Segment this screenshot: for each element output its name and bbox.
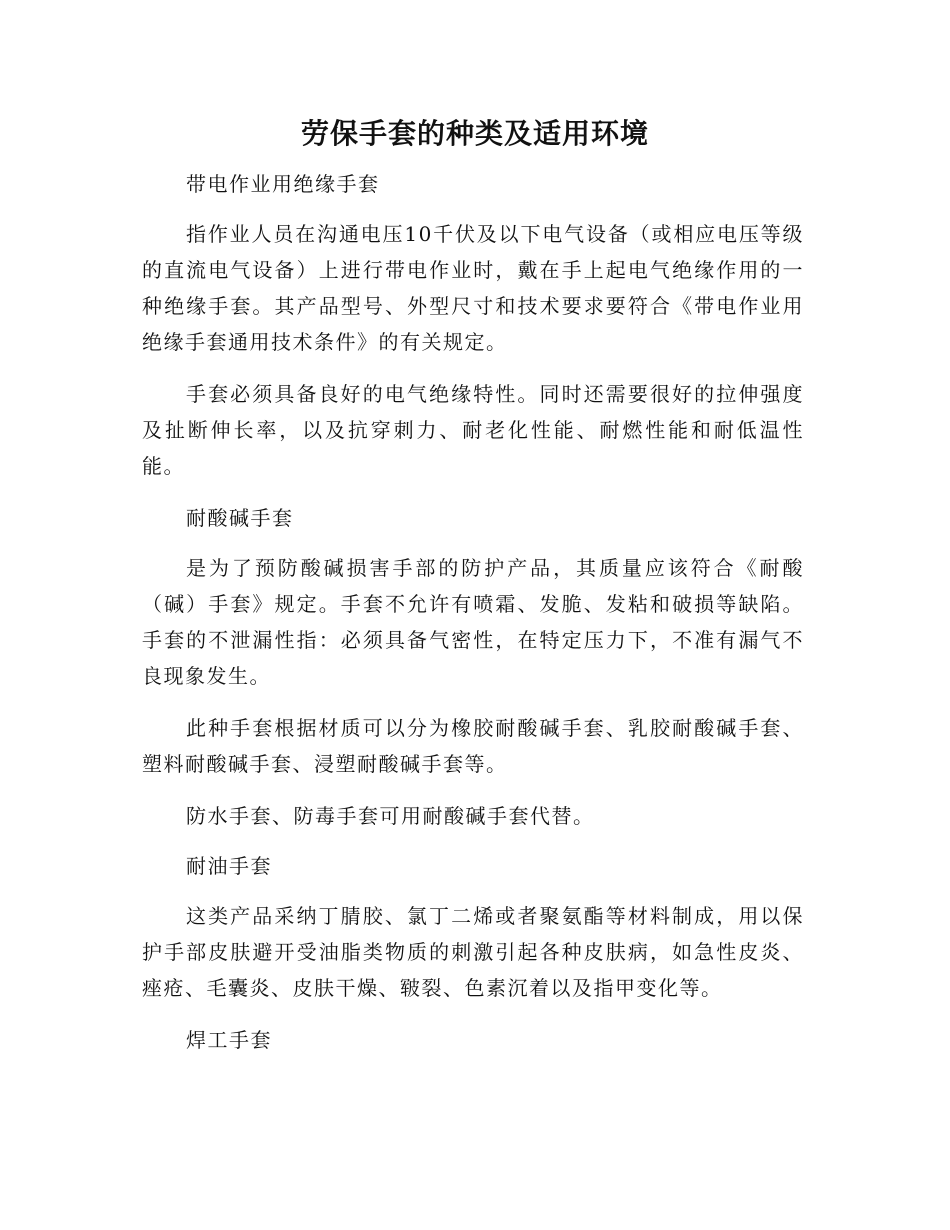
page-title: 劳保手套的种类及适用环境: [300, 117, 649, 150]
section-heading-oil-resistant-gloves: 耐油手套: [186, 854, 272, 878]
paragraph: 指作业人员在沟通电压10千伏及以下电气设备（或相应电压等级的直流电气设备）上进行带电作业时，戴在手上起电气绝缘作用的一种绝缘手套。其产品型号、外型尺寸和技术要求要符合《带电作业用绝缘手套通用技术条件》的有关规定。: [142, 222, 804, 354]
document-body: [142, 166, 804, 1058]
paragraph: 手套必须具备良好的电气绝缘特性。同时还需要很好的拉伸强度及扯断伸长率，以及抗穿刺力、耐老化性能、耐燃性能和耐低温性能。: [142, 382, 804, 478]
paragraph: 是为了预防酸碱损害手部的防护产品，其质量应该符合《耐酸（碱）手套》规定。手套不允许有喷霜、发脆、发粘和破损等缺陷。手套的不泄漏性指：必须具备气密性，在特定压力下，不准有漏气不良现象发生。: [142, 556, 804, 688]
section-heading-welding-gloves: 焊工手套: [186, 1028, 272, 1052]
paragraph: 此种手套根据材质可以分为橡胶耐酸碱手套、乳胶耐酸碱手套、塑料耐酸碱手套、浸塑耐酸碱手套等。: [142, 716, 804, 776]
section-heading-acid-alkali-gloves: 耐酸碱手套: [186, 506, 294, 530]
paragraph: 防水手套、防毒手套可用耐酸碱手套代替。: [186, 804, 595, 828]
paragraph: 这类产品采纳丁腈胶、氯丁二烯或者聚氨酯等材料制成，用以保护手部皮肤避开受油脂类物质的刺激引起各种皮肤病，如急性皮炎、痤疮、毛囊炎、皮肤干燥、皲裂、色素沉着以及指甲变化等。: [142, 904, 804, 1000]
section-heading-insulating-gloves: 带电作业用绝缘手套: [186, 172, 380, 196]
